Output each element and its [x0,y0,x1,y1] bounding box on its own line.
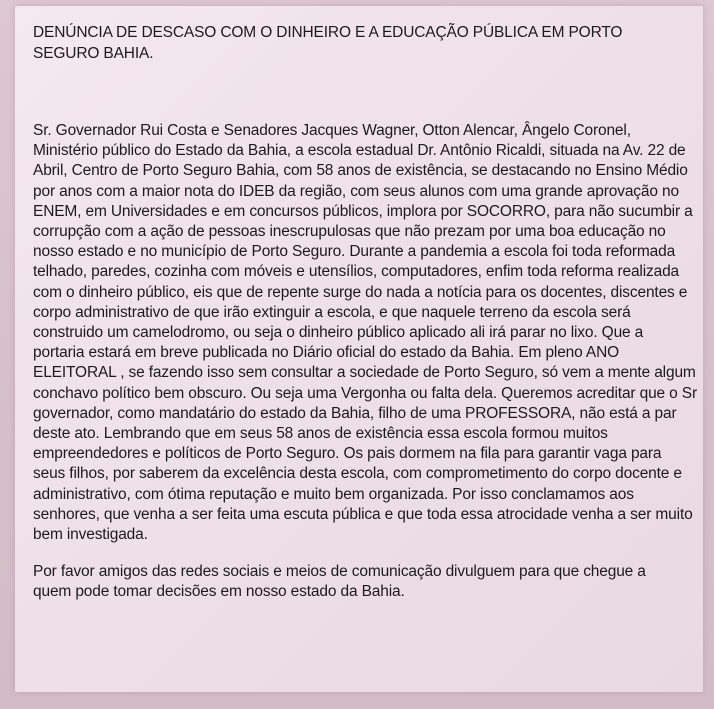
document-body-paragraph: Sr. Governador Rui Costa e Senadores Jacques Wagner, Otton Alencar, Ângelo Coronel, Ministério público do Estado da Bahia, a escola estadual Dr. Antônio Ricaldi, situada na Av. 22 de Abril, Centro de Porto Seguro Bahia, com 58 anos de existência, se destacando no Ensino Médio por anos com a maior nota do IDEB da região, com seus alunos com uma grande aprovação no ENEM, em Universidades e em concursos públicos, implora por SOCORRO, para não sucumbir a corrupção com a ação de pessoas inescrupulosas que não prezam por uma boa educação no nosso estado e no município de Porto Seguro. Durante a pandemia a escola foi toda reformada telhado, paredes, cozinha com móveis e utensílios, computadores, enfim toda reforma realizada com o dinheiro público, eis que de repente surge do nada a notícia para os docentes, discentes e corpo administrativo de que irão extinguir a escola, e que naquele terreno da escola será construido um camelodromo, ou seja o dinheiro público aplicado ali irá parar no lixo. Que a portaria estará em breve publicada no Diário oficial do estado da Bahia. Em pleno ANO ELEITORAL , se fazendo isso sem consultar a sociedade de Porto Seguro, só vem a mente algum conchavo político bem obscuro. Ou seja uma Vergonha ou falta dela. Queremos acreditar que o Sr governador, como mandatário do estado da Bahia, filho de uma PROFESSORA, não está a par deste ato. Lembrando que em seus 58 anos de existência essa escola formou muitos empreendedores e políticos de Porto Seguro. Os pais dormem na fila para garantir vaga para seus filhos, por saberem da excelência desta escola, com comprometimento do corpo docente e administrativo, com ótima reputação e muito bem organizada. Por isso conclamamos aos senhores, que venha a ser feita uma escuta pública e que toda essa atrocidade venha a ser muito bem investigada. [33,122,697,544]
document-title: DENÚNCIA DE DESCASO COM O DINHEIRO E A EDUCAÇÃO PÚBLICA EM PORTO SEGURO BAHIA. [33,24,623,62]
document-content [33,22,697,603]
document-closing-paragraph: Por favor amigos das redes sociais e meios de comunicação divulguem para que chegue a quem pode tomar decisões em nosso estado da Bahia. [33,563,646,601]
